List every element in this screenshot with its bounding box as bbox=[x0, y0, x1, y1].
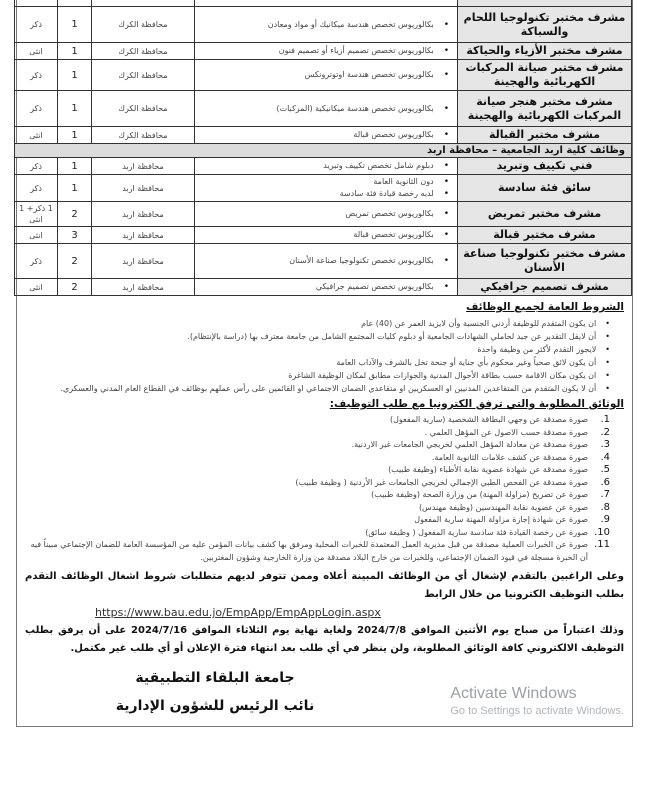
job-location: محافظة الكرك bbox=[92, 7, 195, 43]
job-location: محافظة الكرك bbox=[92, 91, 195, 127]
document-text: صورة مصدقة عن الفحص الطبي الإجمالي لخريجي الجامعات غير الأردنية ( وظيفة طبيب) bbox=[295, 477, 588, 487]
jobs-table bbox=[14, 0, 632, 296]
condition-item: • ان يكون مكان الاقامة حسب بطاقة الأحوال المدنية والجوازات مطابق لمكان الوظيفة الشاغرة bbox=[25, 369, 610, 382]
document-number: 7. bbox=[600, 489, 610, 500]
job-requirements bbox=[195, 175, 458, 202]
document-item bbox=[25, 514, 610, 527]
apply-instructions: وعلى الراغبين بالتقدم لإشغال أي من الوظائف المبينة أعلاه وممن تتوفر لديهم متطلبات شروط اشغال الوظائف التقدم بطلب التوظيف الكترونيا من خلال الرابط bbox=[25, 571, 624, 600]
requirement-item: • دون الثانوية العامة bbox=[197, 176, 449, 188]
document-text: صورة مصدقة حسب الاصول عن المؤهل العلمي . bbox=[424, 427, 588, 437]
job-title: مشرف مختبر تكنولوجيا اللحام والسباكة bbox=[458, 7, 632, 43]
job-requirements bbox=[195, 202, 458, 227]
job-requirements bbox=[195, 7, 458, 43]
job-title: مشرف مختبر صيانة المركبات الكهربائية والهجينة bbox=[458, 60, 632, 91]
document-number: 5. bbox=[600, 464, 610, 475]
document-item bbox=[25, 477, 610, 490]
job-location: محافظة اربد bbox=[92, 227, 195, 244]
document-item bbox=[25, 502, 610, 515]
job-title: مشرف مختبر الأزياء والحياكة bbox=[458, 43, 632, 60]
document-number: 1. bbox=[600, 414, 610, 425]
job-location: محافظة اربد bbox=[92, 244, 195, 279]
table-row bbox=[15, 227, 632, 244]
document-number: 10. bbox=[594, 526, 610, 538]
table-row bbox=[15, 202, 632, 227]
apply-link[interactable]: https://www.bau.edu.jo/EmpApp/EmpAppLogin.aspx bbox=[95, 606, 381, 619]
job-gender: ذكر bbox=[15, 158, 58, 175]
table-row bbox=[15, 7, 632, 43]
table-row bbox=[15, 158, 632, 175]
document-number: 6. bbox=[600, 476, 610, 488]
deadline-text: وذلك اعتباراً من صباح يوم الأثنين الموافق 2024/7/8 ولغاية نهاية يوم الثلاثاء الموافق 2024/7/16 على أن يرفق بطلب التوظيف الالكتروني كافة الوثائق المطلوبة، ولن ينظر في أي طلب بعد انتهاء فترة الإعلان أو أي طلب غير مكتمل. bbox=[25, 625, 624, 654]
document-text: صورة عن تصريح (مزاولة المهنة) من وزارة الصحة (وظيفة طبيب) bbox=[371, 490, 588, 499]
requirement-item: • لديه رخصة قيادة فئة سادسة bbox=[197, 188, 449, 200]
condition-item: • لايجوز التقدم لأكثر من وظيفة واحدة bbox=[25, 343, 610, 356]
requirement-item: • بكالوريوس تخصص تصميم جرافيكي bbox=[197, 281, 449, 293]
job-requirements bbox=[195, 43, 458, 60]
condition-item: • أن لا يكون المتقدم من المتقاعدين المدنيين او العسكريين او متقاعدي الضمان الاجتماعي او القائمين على رأس عملهم بوظائف في القطاع العام المدني والعسكري. bbox=[25, 382, 610, 395]
table-row bbox=[15, 279, 632, 296]
document-item bbox=[25, 539, 610, 564]
job-gender: انثى bbox=[15, 43, 58, 60]
requirement-item: • بكالوريوس تخصص هندسة اوتوترونكس bbox=[197, 69, 449, 81]
document-item bbox=[25, 527, 610, 540]
job-gender: 1 ذكر+ 1 انثى bbox=[15, 202, 58, 227]
document-item bbox=[25, 439, 610, 452]
document-number: 9. bbox=[600, 514, 610, 525]
job-requirements bbox=[195, 244, 458, 279]
activate-windows-subtitle: Go to Settings to activate Windows. bbox=[450, 705, 624, 717]
documents-heading: الوثائق المطلوبة والتي ترفق الكترونيا مع طلب التوظيف: bbox=[329, 398, 624, 410]
document-number: 2. bbox=[600, 426, 610, 438]
conditions-list bbox=[25, 317, 624, 395]
condition-item: • أن لايقل التقدير عن جيد لحاملي الشهادات الجامعية أو دبلوم كليات المجتمع الشامل من جامعة معترف بها (دراسة بالإنتظام). bbox=[25, 330, 610, 343]
job-requirements bbox=[195, 227, 458, 244]
job-location: محافظة الكرك bbox=[92, 60, 195, 91]
job-count: 3 bbox=[58, 227, 92, 244]
table-row bbox=[15, 127, 632, 144]
job-title: مشرف مختبر تمريض bbox=[458, 202, 632, 227]
document-text: صورة عن رخصة القيادة فئة سادسة سارية المفعول ( وظيفة سائق) bbox=[365, 527, 588, 537]
document-text: صورة عن شهادة إجازة مزاولة المهنة سارية المفعول bbox=[414, 515, 588, 524]
documents-list bbox=[25, 414, 624, 564]
job-location: محافظة الكرك bbox=[92, 127, 195, 144]
document-text: صورة مصدقة عن معادلة المؤهل العلمي لخريجي الجامعات غير الاردنية. bbox=[351, 440, 588, 449]
job-requirements bbox=[195, 158, 458, 175]
table-row bbox=[15, 175, 632, 202]
requirement-item: • بكالوريوس تخصص هندسة ميكانيكية (المركبات) bbox=[197, 103, 449, 115]
job-title: مشرف مختبر هنجر صيانة المركبات الكهربائية والهجينة bbox=[458, 91, 632, 127]
activate-windows-watermark: Activate Windows bbox=[450, 685, 577, 702]
job-gender: ذكر bbox=[15, 244, 58, 279]
job-count: 2 bbox=[58, 202, 92, 227]
requirement-item: • دبلوم شامل تخصص تكييف وتبريد bbox=[197, 160, 449, 172]
job-location: محافظة الكرك bbox=[92, 43, 195, 60]
job-count: 1 bbox=[58, 60, 92, 91]
job-announcement-page bbox=[16, 0, 633, 727]
document-number: 4. bbox=[600, 451, 610, 463]
table-row bbox=[15, 43, 632, 60]
requirement-item: • بكالوريوس تخصص تكنولوجيا صناعة الأسنان bbox=[197, 255, 449, 267]
table-row bbox=[15, 244, 632, 279]
requirement-item: • بكالوريوس تخصص تصميم أزياء أو تصميم فنون bbox=[197, 45, 449, 57]
signature-role: نائب الرئيس للشؤون الإدارية bbox=[115, 698, 315, 714]
job-count: 2 bbox=[58, 244, 92, 279]
condition-item: • ان يكون المتقدم للوظيفة أردني الجنسية وأن لايزيد العمر عن (40) عام bbox=[25, 317, 610, 330]
document-text: صورة مصدقة عن شهادة عضوية نقابة الأطباء (وظيفة طبيب) bbox=[388, 465, 588, 474]
signature-org: جامعة البلقاء التطبيقية bbox=[135, 670, 295, 686]
job-title: مشرف مختبر تكنولوجيا صناعة الأسنان bbox=[458, 244, 632, 279]
job-title: مشرف مختبر القبالة bbox=[458, 127, 632, 144]
job-count: 1 bbox=[58, 91, 92, 127]
job-requirements bbox=[195, 91, 458, 127]
document-number: 11. bbox=[594, 539, 610, 550]
job-gender: انثى bbox=[15, 127, 58, 144]
footer-row bbox=[25, 664, 624, 720]
job-location: محافظة اربد bbox=[92, 175, 195, 202]
job-requirements bbox=[195, 127, 458, 144]
job-gender: ذكر bbox=[15, 60, 58, 91]
conditions-heading: الشروط العامة لجميع الوظائف bbox=[466, 301, 624, 313]
job-gender: ذكر bbox=[15, 175, 58, 202]
job-gender: ذكر bbox=[15, 91, 58, 127]
announcement-text bbox=[25, 300, 624, 720]
activate-windows-overlay bbox=[450, 684, 624, 720]
section-row bbox=[15, 144, 632, 158]
job-count: 1 bbox=[58, 175, 92, 202]
table-row bbox=[15, 60, 632, 91]
requirement-item: • بكالوريوس تخصص هندسة ميكانيك أو مواد ومعادن bbox=[197, 19, 449, 31]
section-header: وظائف كلية اربد الجامعية – محافظة اربد bbox=[15, 144, 632, 158]
condition-item: • أن يكون لائق صحياً وغير محكوم بأي جناية أو جنحة تخل بالشرف والآداب العامة bbox=[25, 356, 610, 369]
document-text: صورة عن عضوية نقابة المهندسين (وظيفة مهندس) bbox=[418, 502, 588, 512]
job-gender: انثى bbox=[15, 227, 58, 244]
document-item bbox=[25, 414, 610, 427]
document-number: 3. bbox=[600, 439, 610, 450]
document-item bbox=[25, 464, 610, 477]
requirement-item: • بكالوريوس تخصص تمريض bbox=[197, 208, 449, 220]
document-number: 8. bbox=[600, 501, 610, 513]
job-location: محافظة اربد bbox=[92, 202, 195, 227]
document-item bbox=[25, 489, 610, 502]
document-text: صورة مصدقة عن وجهي البطاقة الشخصية (سارية المفعول) bbox=[389, 415, 588, 424]
document-text: صورة عن الخبرات العملية مصدقة من قبل مديرية العمل المعتمدة للخبرات المحلية ومرفق بها كشف بيانات المؤمن عليه من المؤسسة العامة للضمان الإجتماعي مبيناً فيه أن الخبرة مسجلة في قيود الضمان الإجتماعي، وللخبرات من خارج البلاد مصدقة من وزارة الخارجية وشؤون المغتربين. bbox=[30, 540, 588, 562]
document-item bbox=[25, 452, 610, 465]
job-count: 1 bbox=[58, 158, 92, 175]
requirement-item: • بكالوريوس تخصص قبالة bbox=[197, 129, 449, 141]
job-count: 2 bbox=[58, 279, 92, 296]
job-title: مشرف مختبر قبالة bbox=[458, 227, 632, 244]
job-location: محافظة اربد bbox=[92, 158, 195, 175]
job-title: فني تكييف وتبريد bbox=[458, 158, 632, 175]
job-gender: انثى bbox=[15, 279, 58, 296]
signature-block bbox=[65, 664, 365, 720]
document-text: صورة مصدقة عن كشف علامات الثانوية العامة. bbox=[431, 452, 588, 462]
job-requirements bbox=[195, 279, 458, 296]
job-location: محافظة اربد bbox=[92, 279, 195, 296]
job-title: سائق فئة سادسة bbox=[458, 175, 632, 202]
job-gender: ذكر bbox=[15, 7, 58, 43]
job-count: 1 bbox=[58, 43, 92, 60]
job-count: 1 bbox=[58, 7, 92, 43]
job-count: 1 bbox=[58, 127, 92, 144]
table-row bbox=[15, 91, 632, 127]
job-requirements bbox=[195, 60, 458, 91]
document-item bbox=[25, 427, 610, 440]
job-title: مشرف تصميم جرافيكي bbox=[458, 279, 632, 296]
requirement-item: • بكالوريوس تخصص قبالة bbox=[197, 229, 449, 241]
